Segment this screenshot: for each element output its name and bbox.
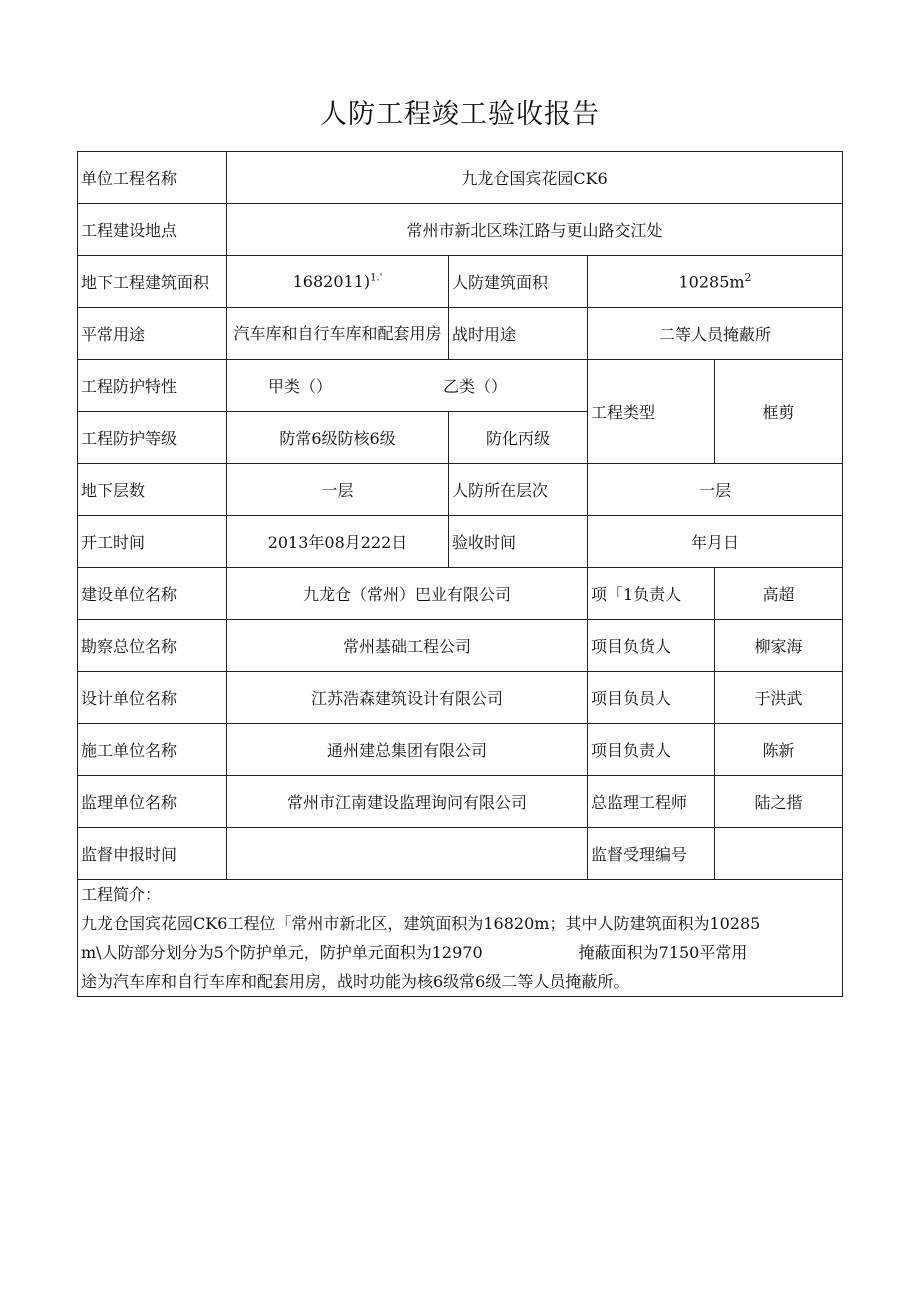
value-construction: 通州建总集团有限公司 (227, 724, 588, 776)
label-acceptance-date: 验收时间 (449, 516, 588, 568)
value-design-manager: 于洪武 (715, 672, 843, 724)
report-title: 人防工程竣工验收报告 (320, 99, 600, 130)
row-design (78, 672, 843, 724)
row-usage (78, 308, 843, 360)
value-location: 常州市新北区珠江路与更山路交江处 (227, 204, 843, 256)
value-civil-defense-area (588, 256, 843, 308)
value-start-date: 2013年08月222日 (227, 516, 449, 568)
value-project-type: 框剪 (715, 360, 843, 464)
row-survey (78, 620, 843, 672)
civil-defense-area-number: 10285m (678, 272, 745, 292)
label-survey: 勘察总位名称 (78, 620, 227, 672)
intro-line-2: m\人防部分划分为5个防护单元，防护单元面积为12970 掩蔽面积为7150平常用 (81, 943, 748, 962)
civil-defense-area-sup: 2 (744, 271, 752, 285)
label-design: 设计单位名称 (78, 672, 227, 724)
row-project-name (78, 152, 843, 204)
label-builder: 建设单位名称 (78, 568, 227, 620)
row-dates (78, 516, 843, 568)
label-chief-supervisor: 总监理工程师 (588, 776, 715, 828)
label-project-name: 单位工程名称 (78, 152, 227, 204)
label-peacetime-usage: 平常用途 (78, 308, 227, 360)
row-area (78, 256, 843, 308)
value-underground-area (227, 256, 449, 308)
value-design: 江苏浩森建筑设计有限公司 (227, 672, 588, 724)
value-protection-grade: 防常6级防核6级 (227, 412, 449, 464)
row-report (78, 828, 843, 880)
value-builder: 九龙仓（常州）巴业有限公司 (227, 568, 588, 620)
report-form (77, 151, 843, 997)
label-location: 工程建设地点 (78, 204, 227, 256)
intro-line-3: 途为汽车库和自行车库和配套用房，战时功能为核6级常6级二等人员掩蔽所。 (81, 972, 630, 991)
label-civil-defense-area: 人防建筑面积 (449, 256, 588, 308)
value-survey: 常州基础工程公司 (227, 620, 588, 672)
option-class-b: 乙类（） (443, 377, 508, 396)
value-chief-supervisor: 陆之揩 (715, 776, 843, 828)
value-construction-manager: 陈新 (715, 724, 843, 776)
label-survey-manager: 项目负货人 (588, 620, 715, 672)
label-wartime-usage: 战时用途 (449, 308, 588, 360)
row-builder (78, 568, 843, 620)
value-project-name: 九龙仓国宾花园CK6 (227, 152, 843, 204)
value-shelter-level: 一层 (588, 464, 843, 516)
project-intro (78, 880, 843, 997)
intro-line-1: 九龙仓国宾花园CK6工程位「常州市新北区，建筑面积为16820m；其中人防建筑面积为10285 (81, 914, 761, 933)
row-floors (78, 464, 843, 516)
label-construction-manager: 项目负责人 (588, 724, 715, 776)
intro-heading: 工程简介： (81, 885, 162, 904)
label-protection-grade: 工程防护等级 (78, 412, 227, 464)
value-supervision: 常州市江南建设监理询问有限公司 (227, 776, 588, 828)
value-wartime-usage: 二等人员掩蔽所 (588, 308, 843, 360)
label-underground-floors: 地下层数 (78, 464, 227, 516)
value-survey-manager: 柳家海 (715, 620, 843, 672)
row-intro (78, 880, 843, 997)
label-report-time: 监督申报时间 (78, 828, 227, 880)
label-protection-feature: 工程防护特性 (78, 360, 227, 412)
row-location (78, 204, 843, 256)
row-protection-feature (78, 360, 843, 412)
underground-area-sup: 1.' (370, 272, 383, 284)
option-class-a: 甲类（） (268, 377, 333, 396)
value-builder-manager: 高超 (715, 568, 843, 620)
label-builder-manager: 项「1负责人 (588, 568, 715, 620)
label-supervision: 监理单位名称 (78, 776, 227, 828)
value-protection-feature (227, 360, 588, 412)
value-underground-floors: 一层 (227, 464, 449, 516)
row-construction (78, 724, 843, 776)
value-acceptance-date: 年月日 (588, 516, 843, 568)
underground-area-number: 1682011) (292, 272, 371, 291)
value-chemical-grade: 防化丙级 (449, 412, 588, 464)
label-underground-area: 地下工程建筑面积 (78, 256, 227, 308)
label-acceptance-number: 监督受理编号 (588, 828, 715, 880)
label-design-manager: 项目负员人 (588, 672, 715, 724)
value-report-time (227, 828, 588, 880)
row-supervision (78, 776, 843, 828)
label-construction: 施工单位名称 (78, 724, 227, 776)
label-start-date: 开工时间 (78, 516, 227, 568)
value-acceptance-number (715, 828, 843, 880)
label-project-type: 工程类型 (588, 360, 715, 464)
label-shelter-level: 人防所在层次 (449, 464, 588, 516)
value-peacetime-usage: 汽车库和自行车库和配套用房 (227, 308, 449, 360)
